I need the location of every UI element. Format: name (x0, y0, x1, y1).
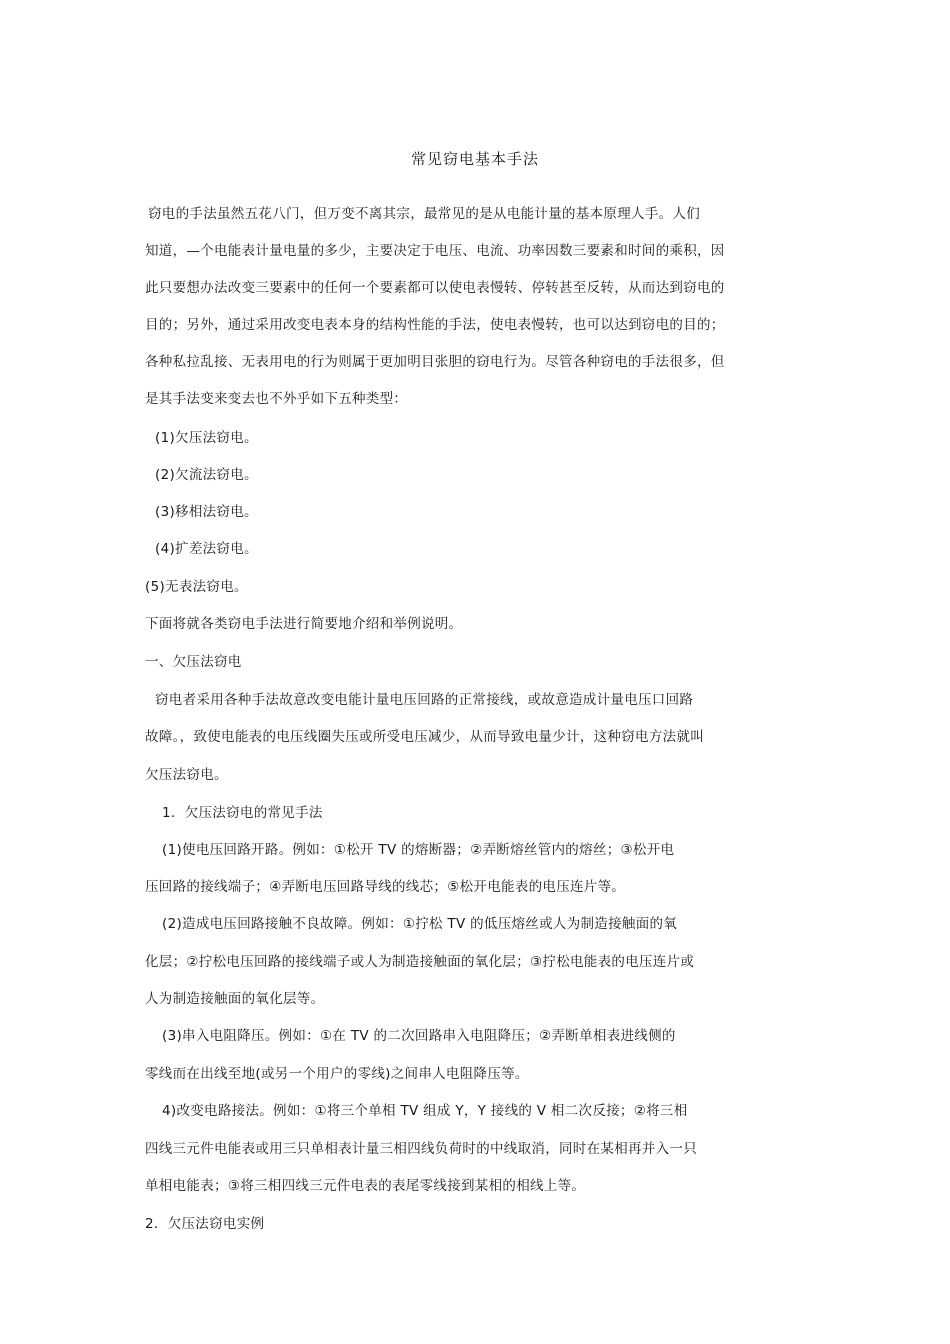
paragraph-line: (2)造成电压回路接触不良故障。例如：①拧松 TV 的低压熔丝或人为制造接触面的氧 (162, 916, 678, 932)
paragraph-line: 窃电者采用各种手法故意改变电能计量电压回路的正常接线，或故意造成计量电压口回路 (155, 692, 694, 708)
list-item: (5)无表法窃电。 (145, 579, 248, 595)
paragraph-line: 零线而在出线至地(或另一个用户的零线)之间串人电阻降压等。 (145, 1066, 529, 1082)
document-title: 常见窃电基本手法 (410, 150, 539, 168)
paragraph-line: 化层；②拧松电压回路的接线端子或人为制造接触面的氧化层；③拧松电能表的电压连片或 (145, 954, 695, 970)
paragraph-line: 窃电的手法虽然五花八门，但万变不离其宗，最常见的是从电能计量的基本原理人手。人们 (148, 206, 700, 222)
paragraph-line: 四线三元件电能表或用三只单相表计量三相四线负荷时的中线取消，同时在某相再并入一只 (145, 1141, 697, 1157)
list-item: (1)欠压法窃电。 (155, 430, 258, 446)
paragraph-line: 欠压法窃电。 (145, 767, 228, 783)
list-item: (2)欠流法窃电。 (155, 467, 258, 483)
paragraph-line: 故障。，致使电能表的电压线圈失压或所受电压减少，从而导致电量少计，这种窃电方法就叫 (145, 729, 705, 745)
subsection-heading: 2．欠压法窃电实例 (145, 1216, 265, 1232)
paragraph-line: 知道，—个电能表计量电量的多少，主要决定于电压、电流、功率因数三要素和时间的乘积，因 (145, 243, 725, 259)
paragraph-line: 各种私拉乱接、无表用电的行为则属于更加明目张胆的窃电行为。尽管各种窃电的手法很多，但 (145, 354, 725, 370)
section-heading: 一、欠压法窃电 (145, 654, 242, 670)
paragraph-line: 下面将就各类窃电手法进行简要地介绍和举例说明。 (145, 616, 463, 632)
paragraph-line: (3)串入电阻降压。例如：①在 TV 的二次回路串入电阻降压；②弄断单相表进线侧的 (162, 1028, 676, 1044)
list-item: (4)扩差法窃电。 (155, 541, 258, 557)
paragraph-line: 是其手法变来变去也不外乎如下五种类型： (145, 391, 408, 407)
paragraph-line: 此只要想办法改变三要素中的任何一个要素都可以使电表慢转、停转甚至反转，从而达到窃电的 (145, 280, 725, 296)
list-item: (3)移相法窃电。 (155, 504, 258, 520)
subsection-heading: 1．欠压法窃电的常见手法 (162, 805, 323, 821)
paragraph-line: 目的；另外，通过采用改变电表本身的结构性能的手法，使电表慢转，也可以达到窃电的目的； (145, 317, 725, 333)
paragraph-line: 4)改变电路接法。例如：①将三个单相 TV 组成 Y，Y 接线的 V 相二次反接；②将三相 (162, 1103, 688, 1119)
paragraph-line: 人为制造接触面的氧化层等。 (145, 991, 325, 1007)
paragraph-line: 单相电能表；③将三相四线三元件电表的表尾零线接到某相的相线上等。 (145, 1178, 586, 1194)
paragraph-line: 压回路的接线端子；④弄断电压回路导线的线芯；⑤松开电能表的电压连片等。 (145, 879, 626, 895)
paragraph-line: (1)使电压回路开路。例如：①松开 TV 的熔断器；②弄断熔丝管内的熔丝；③松开电 (162, 842, 675, 858)
